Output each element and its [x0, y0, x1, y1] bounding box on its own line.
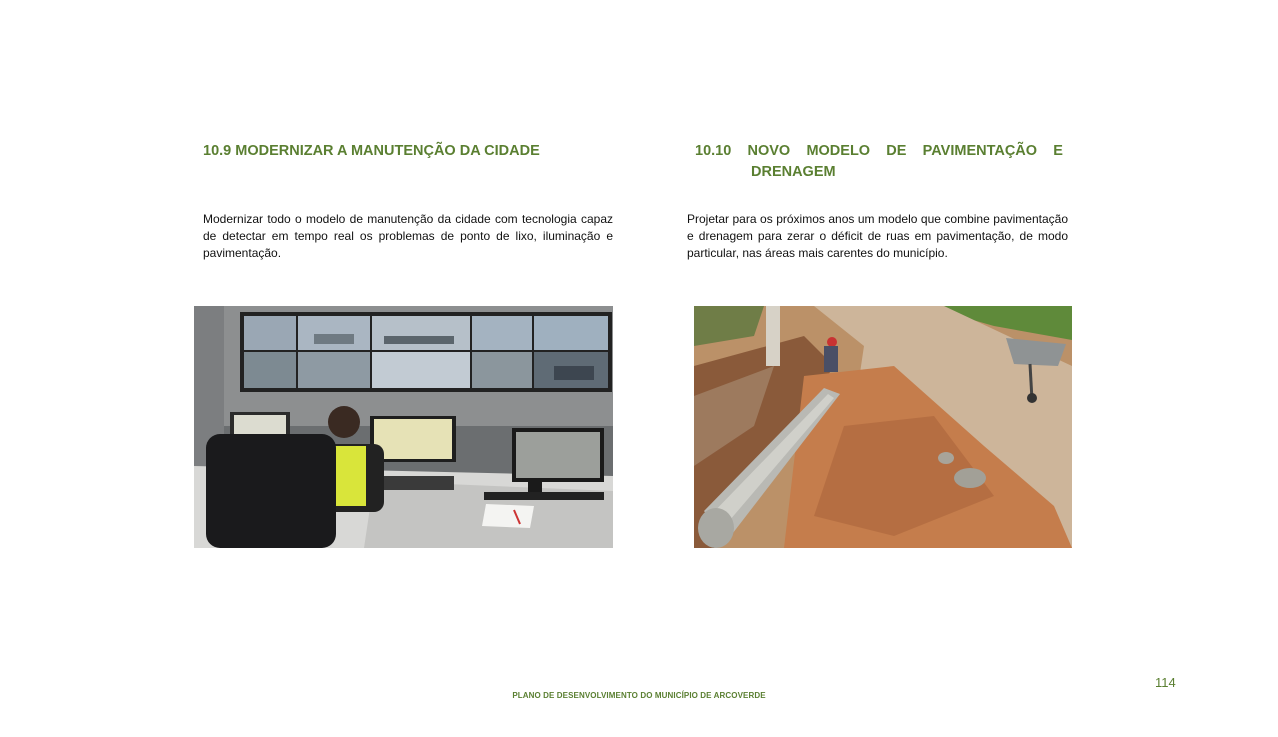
heading-line-1 [695, 141, 1063, 162]
section-heading-right [695, 141, 1063, 183]
control-room-photo [194, 306, 613, 548]
page-number: 114 [1155, 675, 1176, 690]
document-footer: PLANO DE DESENVOLVIMENTO DO MUNICÍPIO DE ARCOVERDE [512, 691, 766, 700]
heading-word: DE [886, 143, 907, 159]
paragraph-right: Projetar para os próximos anos um modelo que combine pavimentação e drenagem para zerar o déficit de ruas em pavimentação, de modo particular, nas áreas mais carentes do município. [687, 212, 1068, 260]
heading-word: E [1053, 143, 1063, 159]
heading-word: NOVO [747, 143, 791, 159]
heading-word: MODELO [806, 143, 871, 159]
paragraph-left: Modernizar todo o modelo de manutenção da cidade com tecnologia capaz de detectar em tempo real os problemas de ponto de lixo, iluminação e pavimentação. [203, 212, 613, 260]
heading-word: PAVIMENTAÇÃO [922, 143, 1038, 159]
section-heading-left: 10.9 MODERNIZAR A MANUTENÇÃO DA CIDADE [203, 143, 540, 159]
heading-word: 10.10 [695, 143, 732, 159]
drainage-construction-photo [694, 306, 1072, 548]
heading-line-2: DRENAGEM [751, 164, 836, 180]
